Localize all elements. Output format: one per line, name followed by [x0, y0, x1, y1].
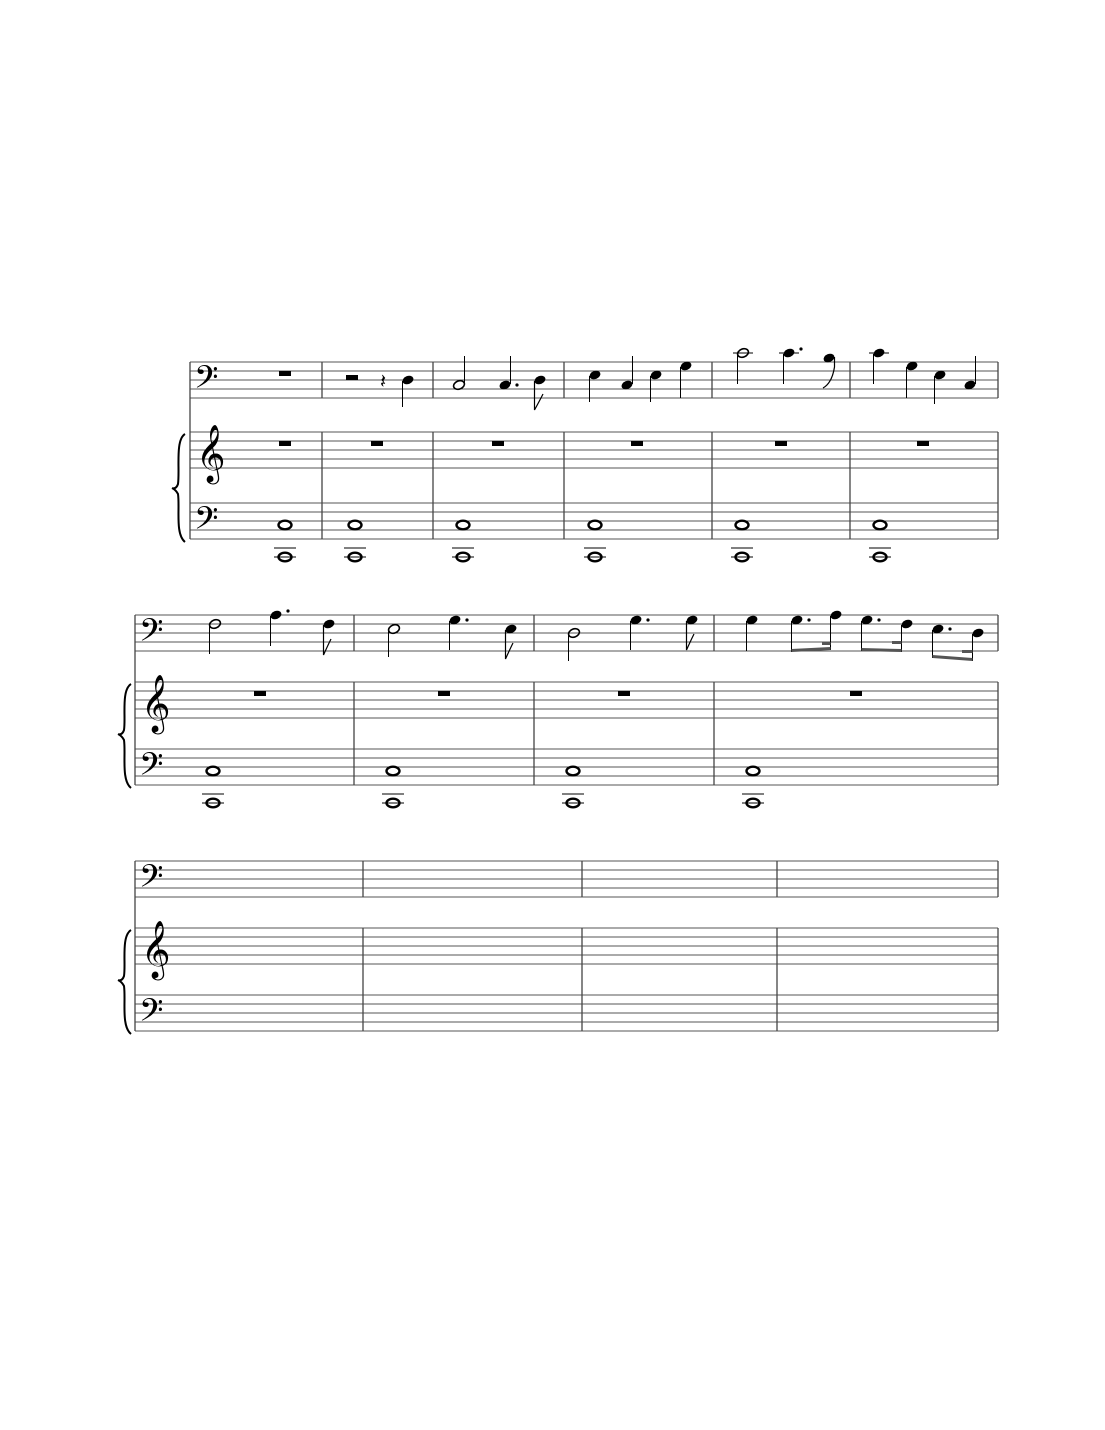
bass-clef-icon: 𝄢 — [139, 858, 164, 902]
bass-clef-icon: 𝄢 — [194, 359, 219, 403]
system-3 — [118, 858, 998, 1036]
bass-clef-icon: 𝄢 — [139, 992, 164, 1036]
treble-clef-icon: 𝄞 — [141, 674, 171, 732]
bass-clef-icon: 𝄢 — [139, 612, 164, 656]
treble-clef-icon: 𝄞 — [196, 424, 226, 482]
bass-clef-icon: 𝄢 — [139, 746, 164, 790]
svg-text:𝄽: 𝄽 — [380, 369, 387, 393]
bass-clef-icon: 𝄢 — [194, 500, 219, 544]
system-1 — [172, 347, 998, 561]
treble-clef-icon: 𝄞 — [141, 920, 171, 978]
system-2 — [118, 609, 998, 807]
